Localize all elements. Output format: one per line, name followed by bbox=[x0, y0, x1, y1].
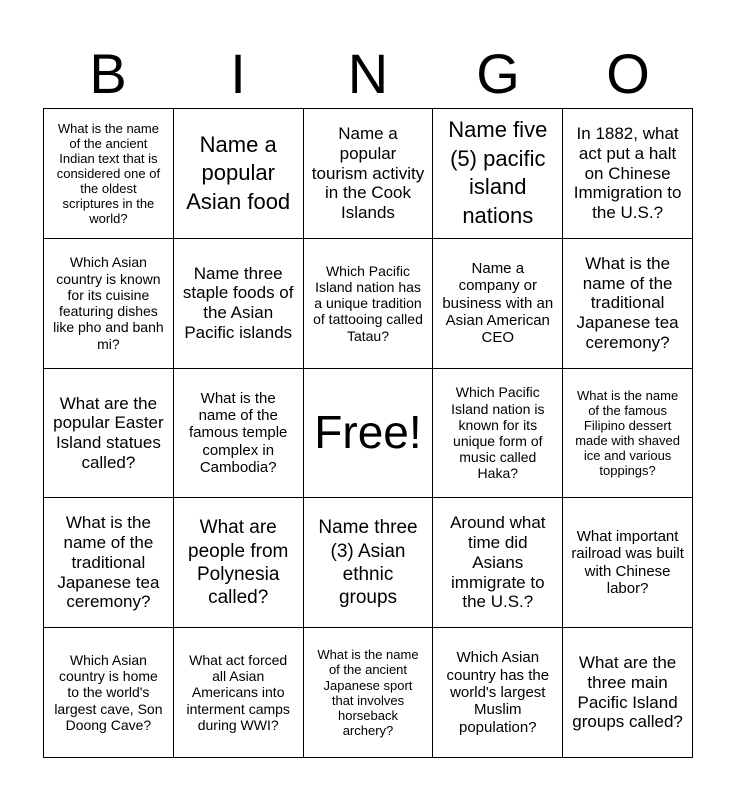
bingo-cell-r4c3[interactable] bbox=[304, 498, 434, 628]
bingo-header bbox=[43, 40, 693, 108]
header-letter-i: I bbox=[230, 42, 246, 105]
bingo-cell-r1c4[interactable] bbox=[433, 109, 563, 239]
bingo-cell-free[interactable] bbox=[304, 369, 434, 499]
bingo-cell-r2c1[interactable] bbox=[44, 239, 174, 369]
bingo-cell-r3c1[interactable] bbox=[44, 369, 174, 499]
cell-text: Name three staple foods of the Asian Pacific islands bbox=[182, 263, 294, 342]
bingo-cell-r4c1[interactable] bbox=[44, 498, 174, 628]
bingo-cell-r1c1[interactable] bbox=[44, 109, 174, 239]
free-space-text: Free! bbox=[314, 406, 422, 459]
cell-text: What is the name of the ancient Japanese sport that involves horseback archery? bbox=[317, 647, 419, 738]
header-letter-b: B bbox=[89, 42, 127, 105]
cell-text: In 1882, what act put a halt on Chinese Immigration to the U.S.? bbox=[573, 124, 682, 222]
cell-text: What is the name of the traditional Japanese tea ceremony? bbox=[576, 253, 679, 352]
cell-text: Name a popular tourism activity in the Cook Islands bbox=[311, 124, 425, 222]
bingo-cell-r4c5[interactable] bbox=[563, 498, 693, 628]
bingo-cell-r1c2[interactable] bbox=[174, 109, 304, 239]
bingo-cell-r4c2[interactable] bbox=[174, 498, 304, 628]
cell-text: Which Asian country is known for its cuisine featuring dishes like pho and banh mi? bbox=[53, 254, 164, 352]
bingo-cell-r2c2[interactable] bbox=[174, 239, 304, 369]
bingo-cell-r2c3[interactable] bbox=[304, 239, 434, 369]
bingo-cell-r3c5[interactable] bbox=[563, 369, 693, 499]
cell-text: Around what time did Asians immigrate to the U.S.? bbox=[450, 513, 546, 612]
bingo-cell-r1c3[interactable] bbox=[304, 109, 434, 239]
header-letter-o: O bbox=[606, 42, 650, 105]
cell-text: What act forced all Asian Americans into interment camps during WWI? bbox=[186, 652, 290, 733]
cell-text: Name a company or business with an Asian American CEO bbox=[442, 259, 554, 347]
bingo-cell-r3c2[interactable] bbox=[174, 369, 304, 499]
bingo-cell-r3c4[interactable] bbox=[433, 369, 563, 499]
cell-text: What important railroad was built with Chinese labor? bbox=[571, 528, 684, 598]
bingo-cell-r2c4[interactable] bbox=[433, 239, 563, 369]
bingo-cell-r5c1[interactable] bbox=[44, 628, 174, 758]
bingo-cell-r2c5[interactable] bbox=[563, 239, 693, 369]
bingo-cell-r5c2[interactable] bbox=[174, 628, 304, 758]
bingo-cell-r1c5[interactable] bbox=[563, 109, 693, 239]
bingo-card bbox=[43, 108, 693, 758]
cell-text: Which Pacific Island nation has a unique tradition of tattooing called Tatau? bbox=[313, 262, 423, 344]
cell-text: Which Asian country is home to the world's largest cave, Son Doong Cave? bbox=[54, 652, 163, 733]
cell-text: What is the name of the traditional Japanese tea ceremony? bbox=[57, 513, 160, 612]
header-letter-n: N bbox=[347, 42, 389, 105]
cell-text: What are people from Polynesia called? bbox=[188, 517, 289, 608]
cell-text: Which Asian country has the world's largest Muslim population? bbox=[446, 649, 550, 736]
cell-text: Name five (5) pacific island nations bbox=[448, 117, 548, 228]
bingo-cell-r5c5[interactable] bbox=[563, 628, 693, 758]
cell-text: Name a popular Asian food bbox=[186, 131, 291, 214]
bingo-cell-r5c3[interactable] bbox=[304, 628, 434, 758]
cell-text: What are the three main Pacific Island groups called? bbox=[572, 653, 683, 732]
cell-text: What is the name of the famous temple complex in Cambodia? bbox=[189, 389, 288, 477]
cell-text: What is the name of the ancient Indian text that is considered one of the oldest scriptures in the world? bbox=[56, 120, 161, 227]
cell-text: What are the popular Easter Island statues called? bbox=[53, 393, 164, 472]
bingo-cell-r5c4[interactable] bbox=[433, 628, 563, 758]
header-letter-g: G bbox=[476, 42, 520, 105]
cell-text: Which Pacific Island nation is known for its unique form of music called Haka? bbox=[451, 384, 545, 482]
cell-text: What is the name of the famous Filipino dessert made with shaved ice and various toppings? bbox=[575, 387, 680, 479]
bingo-cell-r4c4[interactable] bbox=[433, 498, 563, 628]
cell-text: Name three (3) Asian ethnic groups bbox=[318, 517, 418, 608]
